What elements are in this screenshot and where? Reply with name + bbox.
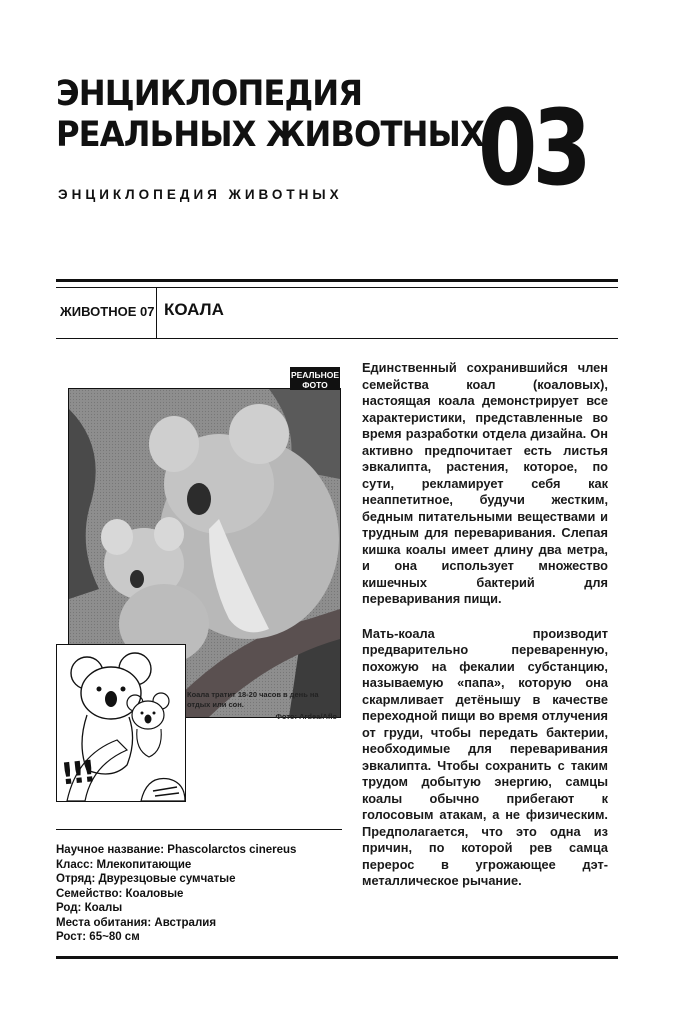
- facts-divider: [56, 829, 342, 830]
- divider-top-thick: [56, 279, 618, 282]
- title-line-2: РЕАЛЬНЫХ ЖИВОТНЫХ: [56, 115, 484, 155]
- koala-illustration: [56, 644, 186, 802]
- illustration-sfx: !!!: [59, 754, 95, 793]
- article-body: [362, 360, 608, 908]
- fact-height: Рост: 65~80 см: [56, 931, 140, 943]
- entry-separator: [156, 288, 157, 338]
- facts-list: [56, 843, 296, 945]
- page-title: [56, 74, 484, 156]
- divider-bottom: [56, 956, 618, 959]
- body-paragraph-1: Единственный сохранившийся член семейства коал (коаловых), настоящая коала демонстрирует все характеристики, представленные во время разработки отдела дизайна. Он активно предпочитает есть листья эвкалипта, растения, которое, по сути, рекламирует себя как неаппетитное, будучи жестким, бедным питательными веществами и трудным для переваривания. Слепая кишка коалы имеет длину два метра, и она использует множество кишечных бактерий для переваривания пищи.: [362, 360, 608, 606]
- photo-caption: [187, 690, 337, 722]
- fact-habitat: Места обитания: Австралия: [56, 916, 217, 929]
- fact-family: Семейство: Коаловые: [56, 887, 184, 900]
- fact-class: Класс: Млекопитающие: [56, 858, 192, 871]
- badge-line-1: РЕАЛЬНОЕ: [290, 370, 340, 380]
- page-subtitle: ЭНЦИКЛОПЕДИЯ ЖИВОТНЫХ: [58, 187, 343, 202]
- real-photo-badge: [290, 367, 340, 390]
- photo-credit: Фото: Ardea/Aflo: [275, 712, 337, 721]
- animal-number: ЖИВОТНОЕ 07: [60, 304, 155, 319]
- caption-text: Коала тратит 18-20 часов в день на отдых или сон.: [187, 690, 319, 709]
- badge-line-2: ФОТО: [302, 380, 328, 390]
- volume-number: 03: [478, 87, 587, 209]
- divider-entry-bottom: [56, 338, 618, 339]
- fact-scientific-name: Научное название: Phascolarctos cinereus: [56, 844, 297, 856]
- divider-top-thin: [56, 287, 618, 288]
- body-paragraph-2: Мать-коала производит предварительно переваренную, похожую на фекалии субстанцию, называемую «папа», которую она скармливает детёнышу в качестве переходной пищи во время отлучения от груди, чтобы передать бактерии, необходимые для переваривания эвкалипта. Чтобы сохранить с таким трудом добытую энергию, самцы коалы обычно прибегают к голосовым атакам, а не физическим. Предполагается, что это одна из причин, по которой рев самца перерос в угрожающее дэт-металлическое рычание.: [362, 625, 608, 888]
- animal-name: КОАЛА: [164, 300, 224, 319]
- fact-genus: Род: Коалы: [56, 902, 123, 914]
- title-line-1: ЭНЦИКЛОПЕДИЯ: [56, 74, 363, 114]
- fact-order: Отряд: Двурезцовые сумчатые: [56, 873, 236, 885]
